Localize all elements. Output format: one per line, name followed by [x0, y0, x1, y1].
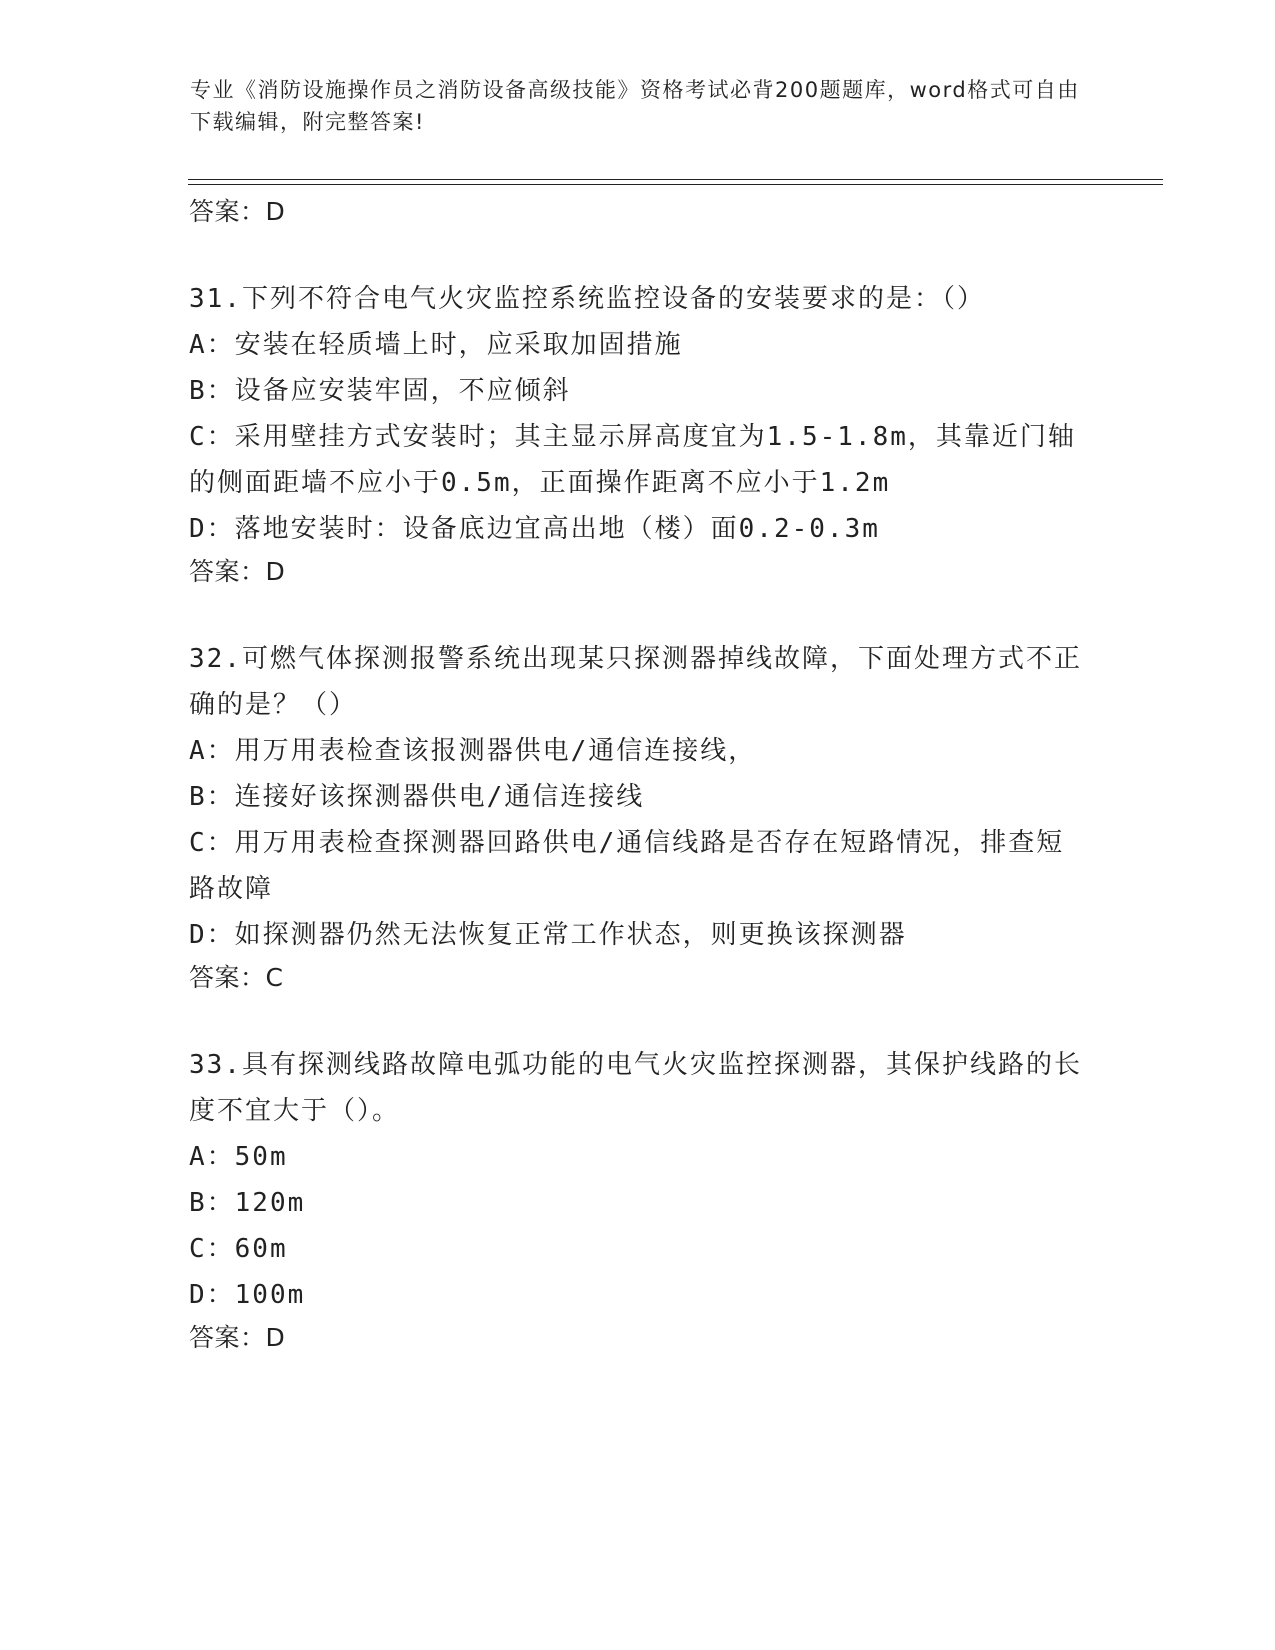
- question-stem: 33.具有探测线路故障电弧功能的电气火灾监控探测器，其保护线路的长度不宜大于（）。: [189, 1050, 1082, 1126]
- question-block: [189, 636, 1089, 998]
- question-block: [189, 1042, 1089, 1358]
- answer-line: 答案：C: [189, 963, 284, 992]
- option-a: A：安装在轻质墙上时，应采取加固措施: [189, 330, 683, 360]
- answer-line: 答案：D: [189, 557, 286, 586]
- option-b: B：设备应安装牢固，不应倾斜: [189, 376, 571, 406]
- question-stem: 32.可燃气体探测报警系统出现某只探测器掉线故障，下面处理方式不正确的是？（）: [189, 644, 1082, 720]
- option-c: C：用万用表检查探测器回路供电/通信线路是否存在短路情况，排查短路故障: [189, 828, 1065, 904]
- option-c: C：60m: [189, 1234, 288, 1264]
- header-rule-top: [188, 179, 1163, 180]
- answer-line: 答案：D: [189, 197, 286, 226]
- header-rule-bottom: [188, 184, 1163, 185]
- option-c: C：采用壁挂方式安装时；其主显示屏高度宜为1.5-1.8m，其靠近门轴的侧面距墙不应小于0.5m，正面操作距离不应小于1.2m: [189, 422, 1076, 498]
- option-b: B：120m: [189, 1188, 306, 1218]
- option-b: B：连接好该探测器供电/通信连接线: [189, 782, 645, 812]
- question-list: [189, 192, 1089, 1402]
- option-a: A：用万用表检查该报测器供电/通信连接线，: [189, 736, 757, 766]
- question-stem: 31.下列不符合电气火灾监控系统监控设备的安装要求的是：（）: [189, 284, 985, 314]
- document-header: 专业《消防设施操作员之消防设备高级技能》资格考试必背200题题库，word格式可自由下载编辑，附完整答案!: [190, 78, 1080, 134]
- option-a: A：50m: [189, 1142, 288, 1172]
- answer-line: 答案：D: [189, 1323, 286, 1352]
- option-d: D：100m: [189, 1280, 306, 1310]
- question-block: [189, 276, 1089, 592]
- option-d: D：落地安装时：设备底边宜高出地（楼）面0.2-0.3m: [189, 514, 880, 544]
- option-d: D：如探测器仍然无法恢复正常工作状态，则更换该探测器: [189, 920, 907, 950]
